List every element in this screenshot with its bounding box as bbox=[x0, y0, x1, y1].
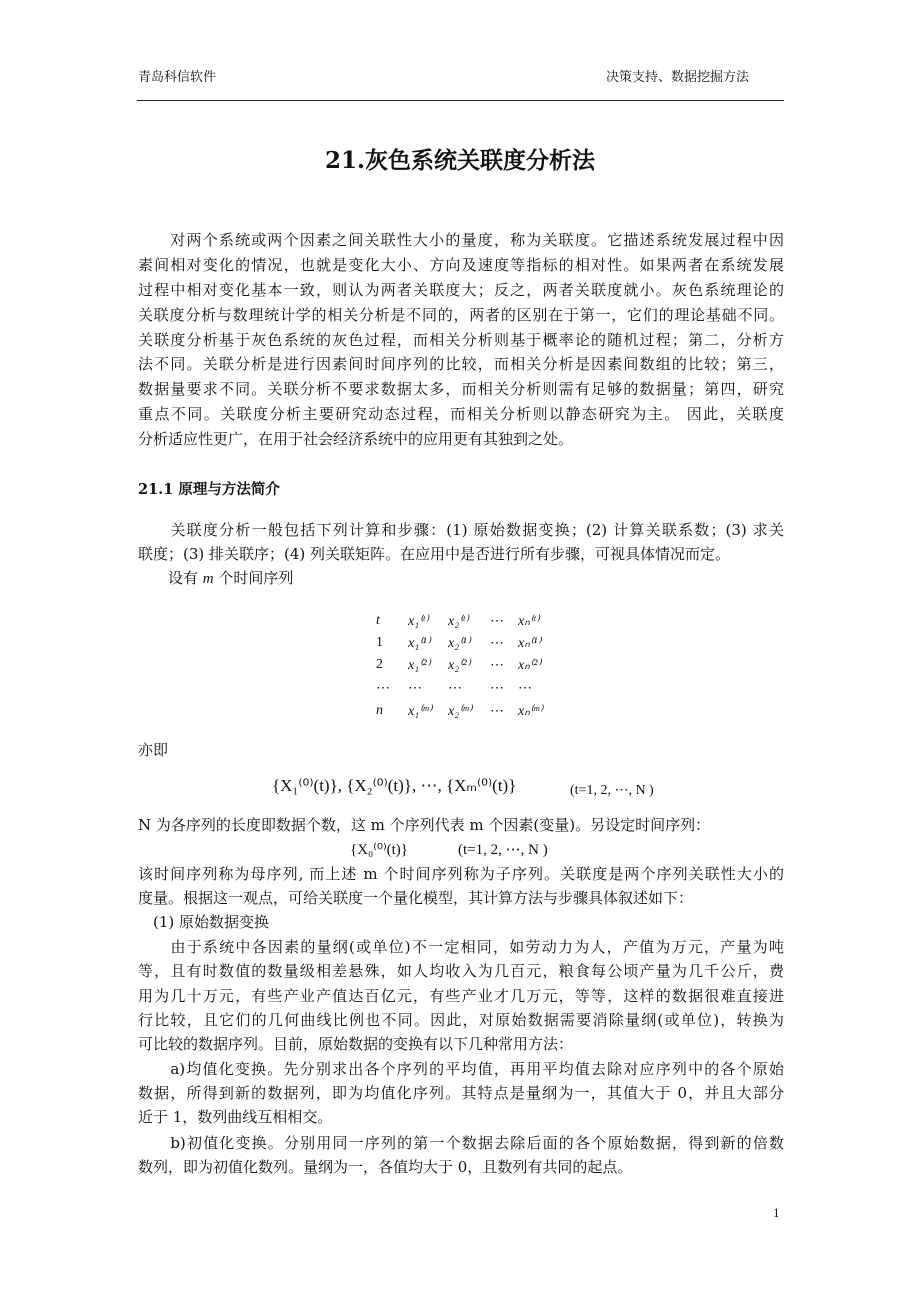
transform-line: 行比较，且它们的几何曲线比例也不同。因此，对原始数据需要消除量纲(或单位)，转换为 bbox=[138, 1011, 784, 1029]
intro-line: 对两个系统或两个因素之间关联性大小的量度，称为关联度。它描述系统发展过程中因 bbox=[138, 231, 784, 249]
intro-line: 法不同。关联分析是进行因素间时间序列的比较，而相关分析是因素间数组的比较；第三， bbox=[138, 355, 784, 373]
matrix-cell: x₁⁽ᵗ⁾ bbox=[408, 614, 429, 629]
matrix-cell: ⋯ bbox=[490, 658, 504, 673]
setup-text: 设有 bbox=[138, 569, 203, 587]
matrix-cell: t bbox=[376, 613, 380, 628]
mother-line: 度量。根据这一观点，可给关联度一个量化模型，其计算方法与步骤具体叙述如下： bbox=[138, 889, 694, 907]
intro-line: 重点不同。关联度分析主要研究动态过程，而相关分析则以静态研究为主。 因此，关联度 bbox=[138, 405, 784, 423]
matrix-cell: ⋯ bbox=[448, 681, 462, 696]
steps-line: 关联度分析一般包括下列计算和步骤：(1) 原始数据变换；(2) 计算关联系数；(3) 求关 bbox=[138, 521, 784, 539]
matrix-cell: x₂⁽ᵗ⁾ bbox=[448, 614, 469, 629]
matrix-cell: x₂⁽¹⁾ bbox=[448, 636, 471, 651]
step1-heading: (1) 原始数据变换 bbox=[138, 913, 270, 931]
matrix-cell: x₁⁽²⁾ bbox=[408, 658, 431, 673]
n-description: N 为各序列的长度即数据个数，这 m 个序列代表 m 个因素(变量)。另设定时间序列： bbox=[138, 816, 711, 834]
mother-formula: {X₀⁽⁰⁾(t)} bbox=[350, 842, 409, 858]
mother-formula-range: (t=1, 2, ⋯, N ) bbox=[458, 842, 548, 858]
method-b-line: b)初值化变换。分别用同一序列的第一个数据去除后面的各个原始数据，得到新的倍数 bbox=[138, 1134, 784, 1152]
matrix-cell: ⋯ bbox=[490, 681, 504, 696]
transform-line: 由于系统中各因素的量纲(或单位)不一定相同，如劳动力为人，产值为万元，产量为吨 bbox=[138, 938, 784, 956]
matrix-cell: ⋯ bbox=[408, 681, 422, 696]
transform-line: 用为几十万元，有些产业产值达百亿元，有些产业才几万元，等等，这样的数据很难直接进 bbox=[138, 987, 784, 1005]
page-title: 21.灰色系统关联度分析法 bbox=[324, 147, 595, 174]
mother-line: 该时间序列称为母序列, 而上述 m 个时间序列称为子序列。关联度是两个序列关联性大小的 bbox=[138, 865, 784, 883]
matrix-cell: ⋯ bbox=[376, 681, 390, 696]
matrix-cell: xₙ⁽ᵐ⁾ bbox=[518, 704, 543, 719]
matrix-cell: x₁⁽¹⁾ bbox=[408, 636, 431, 651]
matrix-cell: x₂⁽ᵐ⁾ bbox=[448, 704, 472, 719]
intro-line: 关联度分析与数理统计学的相关分析是不同的，两者的区别在于第一，它们的理论基础不同。 bbox=[138, 306, 784, 324]
transform-line: 可比较的数据序列。目前，原始数据的变换有以下几种常用方法： bbox=[138, 1035, 574, 1053]
section-heading: 21.1 原理与方法简介 bbox=[138, 481, 280, 498]
formula-sequences: {X₁⁽⁰⁾(t)}, {X₂⁽⁰⁾(t)}, ⋯, {Xₘ⁽⁰⁾(t)} bbox=[272, 776, 517, 795]
setup-line bbox=[138, 568, 784, 589]
matrix-cell: ⋯ bbox=[490, 704, 504, 719]
matrix-cell: ⋯ bbox=[490, 614, 504, 629]
header-left: 青岛科信软件 bbox=[138, 70, 217, 85]
transform-line: 等，且有时数值的数量级相差悬殊，如人均收入为几百元，粮食每公顷产量为几千公斤，费 bbox=[138, 962, 784, 980]
intro-line: 分析适应性更广，在用于社会经济系统中的应用更有其独到之处。 bbox=[138, 430, 574, 448]
matrix-cell: 1 bbox=[376, 635, 383, 650]
matrix-cell: x₂⁽²⁾ bbox=[448, 658, 471, 673]
steps-line: 联度；(3) 排关联序；(4) 列关联矩阵。在应用中是否进行所有步骤，可视具体情况而定。 bbox=[138, 545, 731, 563]
matrix-cell: n bbox=[376, 703, 383, 718]
intro-line: 关联度分析基于灰色系统的灰色过程，而相关分析则基于概率论的随机过程；第二，分析方 bbox=[138, 331, 784, 349]
matrix-cell: xₙ⁽²⁾ bbox=[518, 658, 541, 673]
header-divider bbox=[137, 100, 784, 101]
setup-text-end: 个时间序列 bbox=[213, 569, 294, 587]
method-a-line: 数据，所得到新的数据列，即为均值化序列。其特点是量纲为一，其值大于 0，并且大部分 bbox=[138, 1084, 784, 1102]
page-number: 1 bbox=[773, 1205, 780, 1220]
matrix-cell: x₁⁽ᵐ⁾ bbox=[408, 704, 432, 719]
matrix-cell: ⋯ bbox=[490, 636, 504, 651]
intro-line: 素间相对变化的情况，也就是变化大小、方向及速度等指标的相对性。如果两者在系统发展 bbox=[138, 256, 784, 274]
formula-range: (t=1, 2, ⋯, N ) bbox=[570, 783, 654, 798]
matrix-cell: xₙ⁽¹⁾ bbox=[518, 636, 541, 651]
method-a-line: a)均值化变换。先分别求出各个序列的平均值，再用平均值去除对应序列中的各个原始 bbox=[138, 1060, 784, 1078]
intro-line: 数据量要求不同。关联分析不要求数据太多，而相关分析则需有足够的数据量；第四，研究 bbox=[138, 380, 784, 398]
header-right: 决策支持、数据挖掘方法 bbox=[606, 70, 750, 85]
setup-var: m bbox=[202, 571, 214, 587]
matrix-cell: xₙ⁽ᵗ⁾ bbox=[518, 614, 540, 629]
method-a-line: 近于 1，数列曲线互相相交。 bbox=[138, 1108, 333, 1126]
yiji-text: 亦即 bbox=[138, 741, 169, 759]
intro-line: 过程中相对变化基本一致，则认为两者关联度大；反之，两者关联度就小。灰色系统理论的 bbox=[138, 281, 784, 299]
method-b-line: 数列，即为初值化数列。量纲为一，各值均大于 0，且数列有共同的起点。 bbox=[138, 1158, 633, 1176]
matrix-cell: 2 bbox=[376, 657, 383, 672]
matrix-cell: ⋯ bbox=[518, 681, 532, 696]
